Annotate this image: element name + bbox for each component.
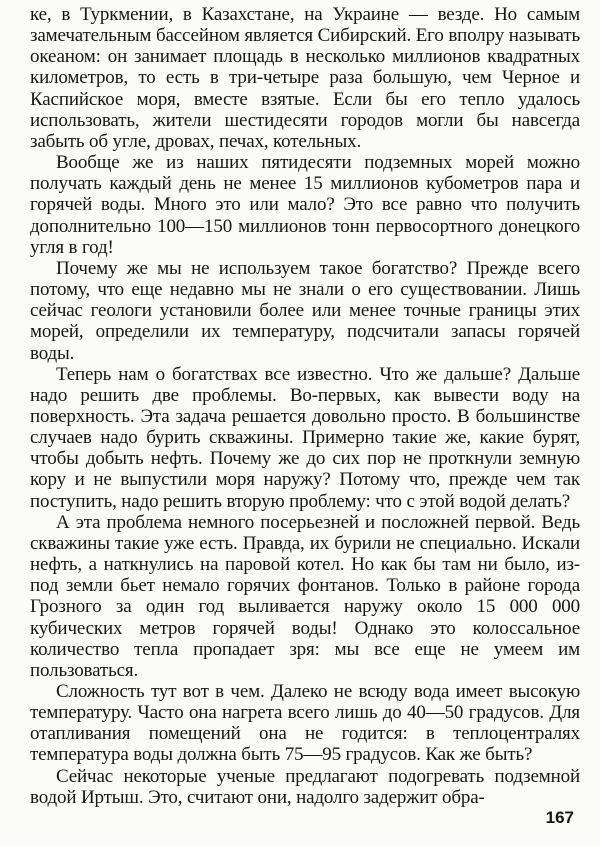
paragraph-two-problems: Теперь нам о богатствах все известно. Что же дальше? Дальше надо решить две проблемы. Во-первых, как вывести воду на поверхность. Эта задача решается довольно просто. В большинстве случаев надо бурить скважины. Примерно такие же, какие бурят, чтобы добыть нефть. Почему же до сих пор не проткнули земную кору и не выпустили моря наружу? Потому что, прежде чем так поступить, надо решить вторую проблему: что с этой водой делать?	[30, 363, 580, 512]
paragraph-underground-seas: Вообще же из наших пятидесяти подземных морей можно получать каждый день не менее 15 миллионов кубометров пара и горячей воды. Много это или мало? Это все равно что получить дополнительно 100—150 миллионов тонн первосортного донецкого угля в год!	[30, 152, 580, 258]
paragraph-why-not-used: Почему же мы не используем такое богатство? Прежде всего потому, что еще недавно мы не знали о его существовании. Лишь сейчас геологи установили более или менее точные границы этих морей, определили их температуру, подсчитали запасы горячей воды.	[30, 257, 580, 364]
paragraph-complexity: Сложность тут вот в чем. Далеко не всюду вода имеет высокую температуру. Часто она нагрета всего лишь до 40—50 градусов. Для отапливания помещений она не годится: в теплоцентралях температура воды должна быть 75—95 градусов. Как же быть?	[30, 681, 580, 766]
paragraph-irtysh: Сейчас некоторые ученые предлагают подогревать подземной водой Иртыш. Это, считают они, надолго задержит обра-	[30, 765, 580, 808]
body-text	[30, 4, 580, 808]
page-number: 167	[545, 808, 574, 827]
paragraph-second-problem: А эта проблема немного посерьезней и посложней первой. Ведь скважины такие уже есть. Правда, их бурили не специально. Искали нефть, а наткнулись на паровой котел. Но как бы там ни было, из-под земли бьет немало горячих фонтанов. Только в районе города Грозного за один год выливается наружу около 15 000 000 кубических метров горячей воды! Однако это колоссальное количество тепла пропадает зря: мы все еще не умеем им пользоваться.	[30, 511, 580, 681]
paragraph-continuation: ке, в Туркмении, в Казахстане, на Украине — везде. Но самым замечательным бассейном является Сибирский. Его вполру называть океаном: он занимает площадь в несколько миллионов квадратных километров, то есть в три-четыре раза большую, чем Черное и Каспийское моря, вместе взятые. Если бы его тепло удалось использовать, жители шестидесяти городов могли бы навсегда забыть об угле, дровах, печах, котельных.	[30, 4, 580, 152]
